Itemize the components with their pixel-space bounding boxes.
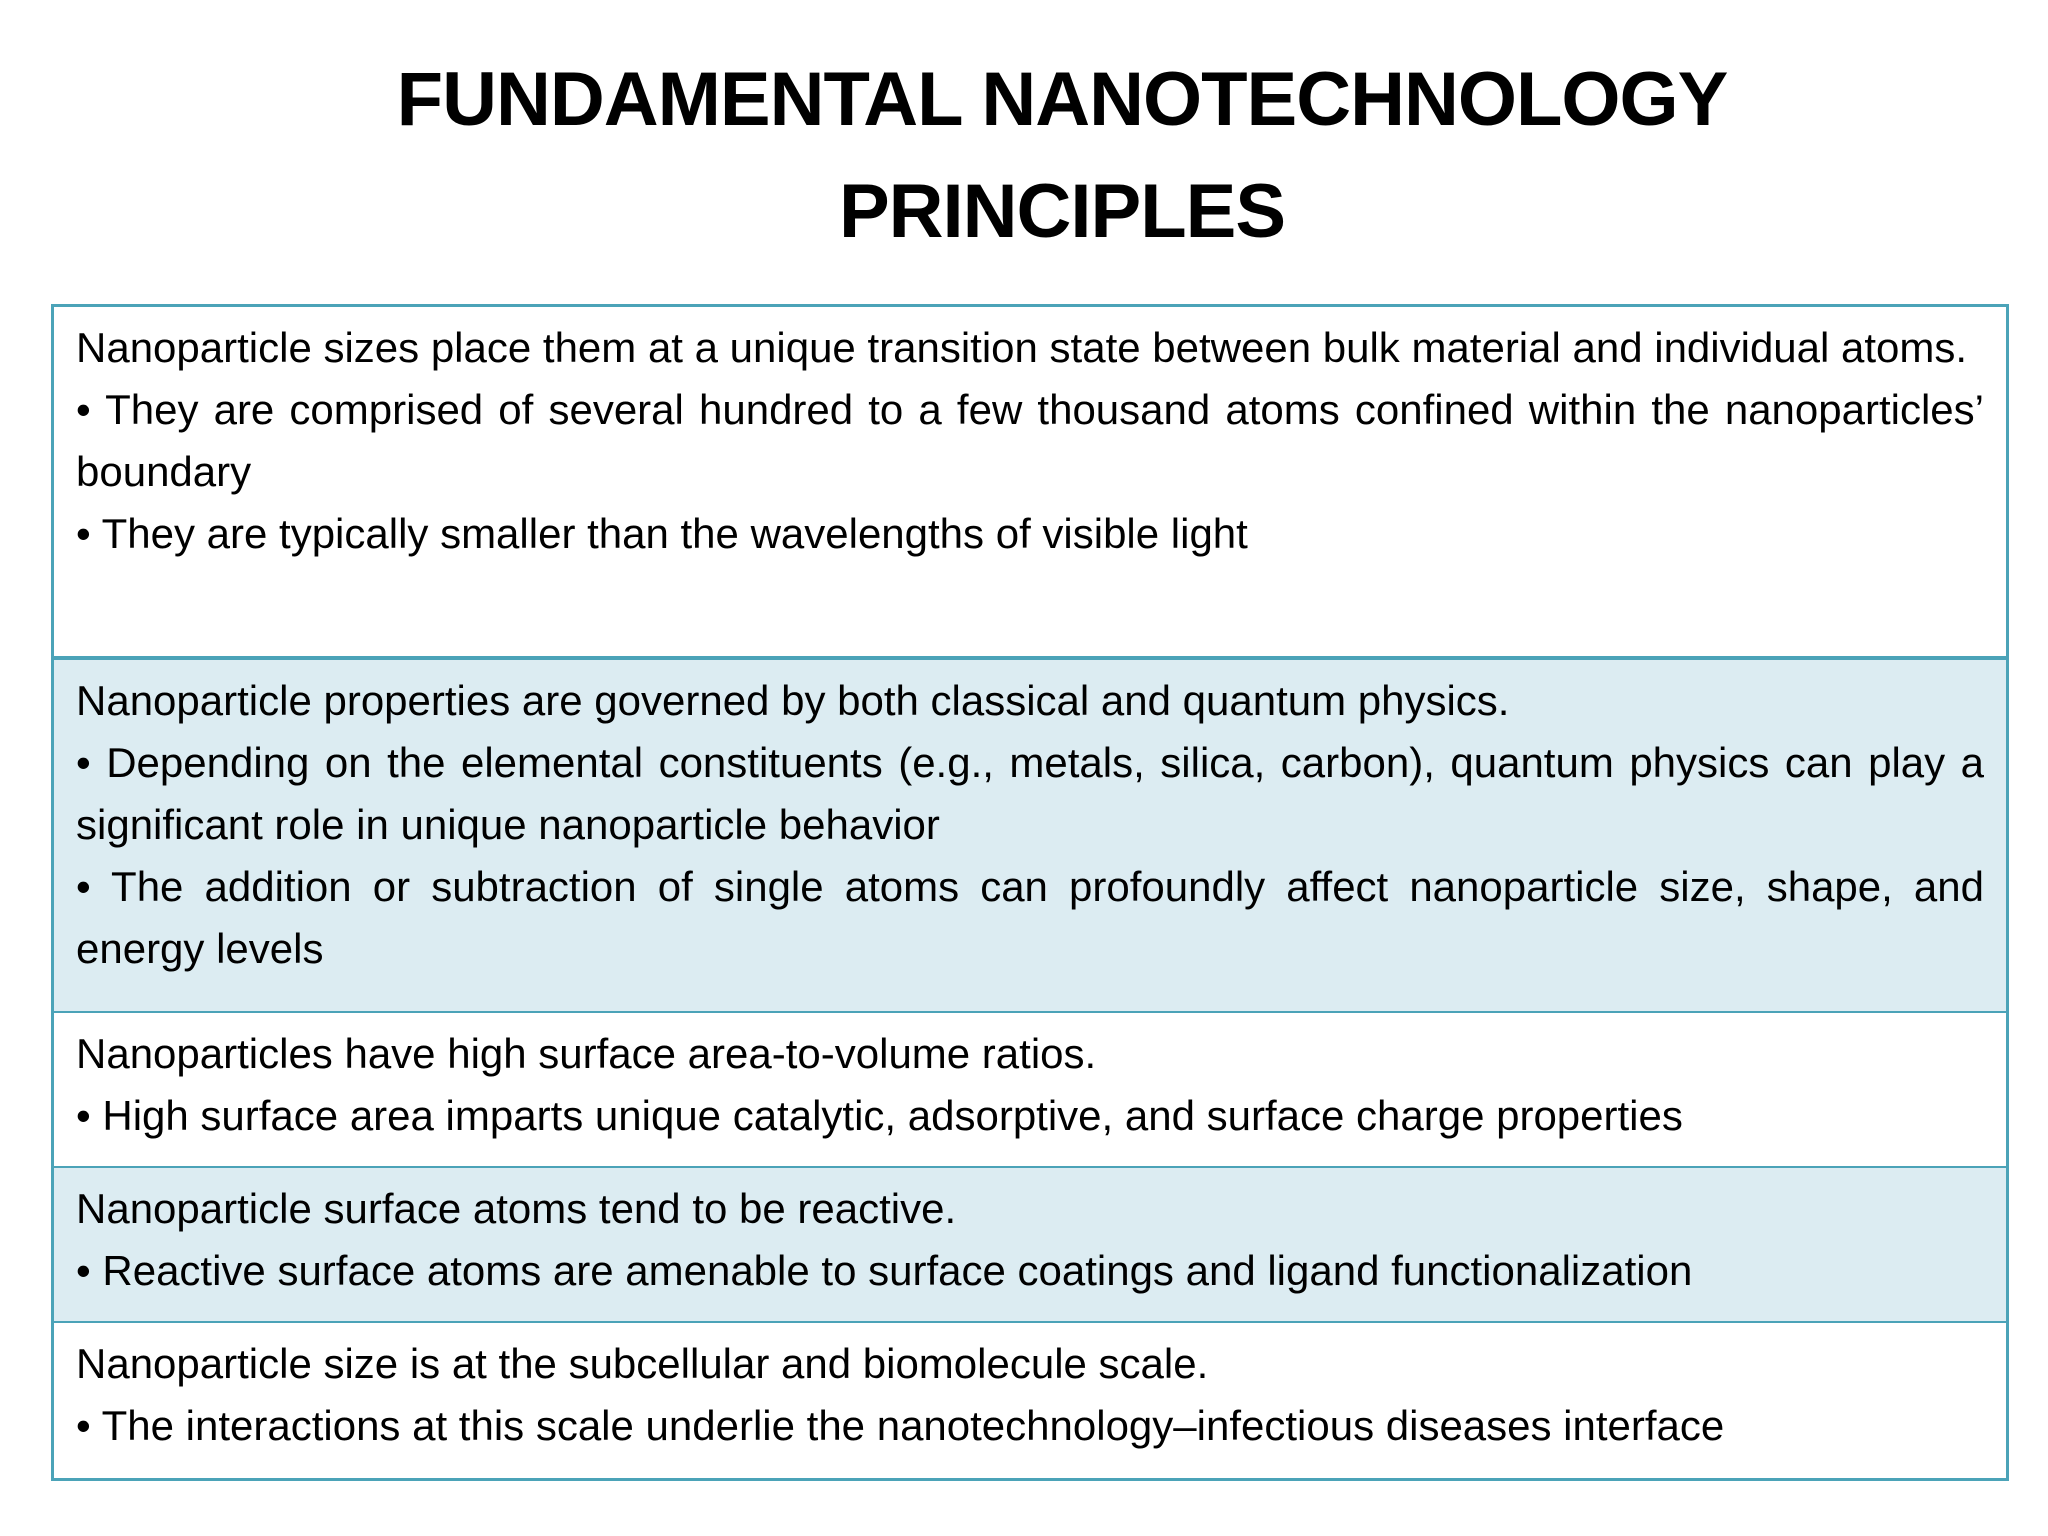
row-heading: Nanoparticle sizes place them at a unique transition state between bulk material and individual atoms. bbox=[76, 324, 1968, 371]
row-bullet: • They are typically smaller than the wavelengths of visible light bbox=[76, 510, 1248, 557]
row-bullet: • High surface area imparts unique catalytic, adsorptive, and surface charge properties bbox=[76, 1092, 1683, 1139]
row-bullet: • Depending on the elemental constituents (e.g., metals, silica, carbon), quantum physics can play a significant role in unique nanoparticle behavior bbox=[76, 739, 1984, 848]
row-bullet: • They are comprised of several hundred to a few thousand atoms confined within the nanoparticles’ boundary bbox=[76, 386, 1984, 495]
row-heading: Nanoparticle size is at the subcellular and biomolecule scale. bbox=[76, 1340, 1209, 1387]
title-line-2: PRINCIPLES bbox=[838, 169, 1286, 254]
table-row bbox=[54, 660, 2006, 1013]
table-row bbox=[54, 307, 2006, 660]
row-heading: Nanoparticle properties are governed by both classical and quantum physics. bbox=[76, 677, 1510, 724]
page-title bbox=[0, 44, 2048, 268]
principles-table bbox=[51, 304, 2009, 1481]
table-row bbox=[54, 1168, 2006, 1323]
title-line-1: FUNDAMENTAL NANOTECHNOLOGY bbox=[396, 57, 1728, 142]
row-bullet: • The interactions at this scale underlie the nanotechnology–infectious diseases interface bbox=[76, 1402, 1725, 1449]
row-heading: Nanoparticle surface atoms tend to be reactive. bbox=[76, 1185, 957, 1232]
table-row bbox=[54, 1013, 2006, 1168]
row-heading: Nanoparticles have high surface area-to-volume ratios. bbox=[76, 1030, 1097, 1077]
table-row bbox=[54, 1323, 2006, 1478]
row-bullet: • Reactive surface atoms are amenable to surface coatings and ligand functionalization bbox=[76, 1247, 1693, 1294]
row-bullet: • The addition or subtraction of single atoms can profoundly affect nanoparticle size, shape, and energy levels bbox=[76, 863, 1984, 972]
